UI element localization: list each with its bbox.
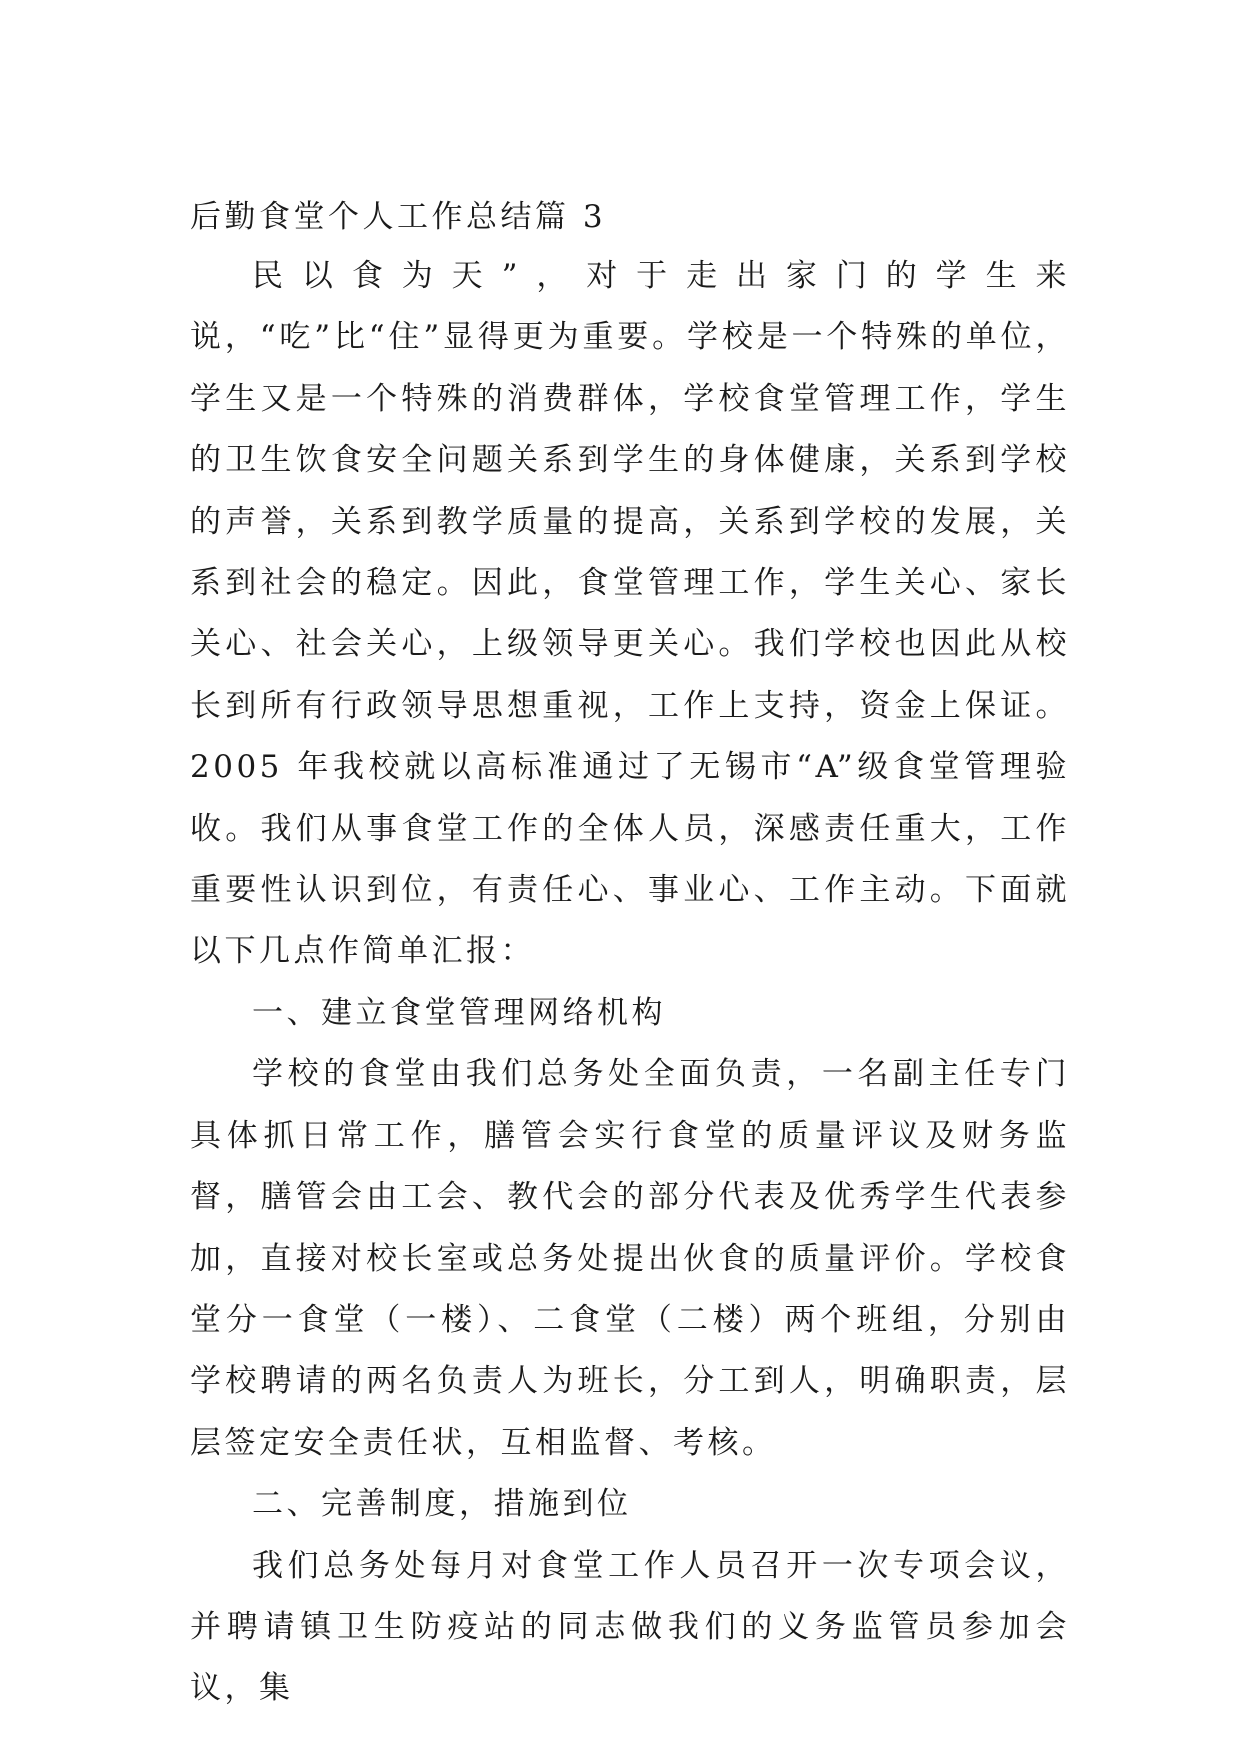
document-body [190,188,1070,1720]
section-heading-2: 二、完善制度，措施到位 [252,1486,632,1523]
paragraph-intro: 民以食为天”，对于走出家门的学生来说，“吃”比“住”显得更为重要。学校是一个特殊的单位，学生又是一个特殊的消费群体，学校食堂管理工作，学生的卫生饮食安全问题关系到学生的身体健康，关系到学校的声誉，关系到教学质量的提高，关系到学校的发展，关系到社会的稳定。因此，食堂管理工作，学生关心、家长关心、社会关心，上级领导更关心。我们学校也因此从校长到所有行政领导思想重视，工作上支持，资金上保证。2005 年我校就以高标准通过了无锡市“A”级食堂管理验收。我们从事食堂工作的全体人员，深感责任重大，工作重要性认识到位，有责任心、事业心、工作主动。下面就以下几点作简单汇报： [190,258,1070,970]
paragraph-section-1: 学校的食堂由我们总务处全面负责，一名副主任专门具体抓日常工作，膳管会实行食堂的质量评议及财务监督，膳管会由工会、教代会的部分代表及优秀学生代表参加，直接对校长室或总务处提出伙食的质量评价。学校食堂分一食堂（一楼）、二食堂（二楼）两个班组，分别由学校聘请的两名负责人为班长，分工到人，明确职责，层层签定安全责任状，互相监督、考核。 [190,1056,1070,1461]
section-heading-1: 一、建立食堂管理网络机构 [252,994,666,1031]
paragraph-section-2: 我们总务处每月对食堂工作人员召开一次专项会议，并聘请镇卫生防疫站的同志做我们的义务监管员参加会议，集 [190,1547,1070,1707]
document-title: 后勤食堂个人工作总结篇 3 [190,199,607,235]
